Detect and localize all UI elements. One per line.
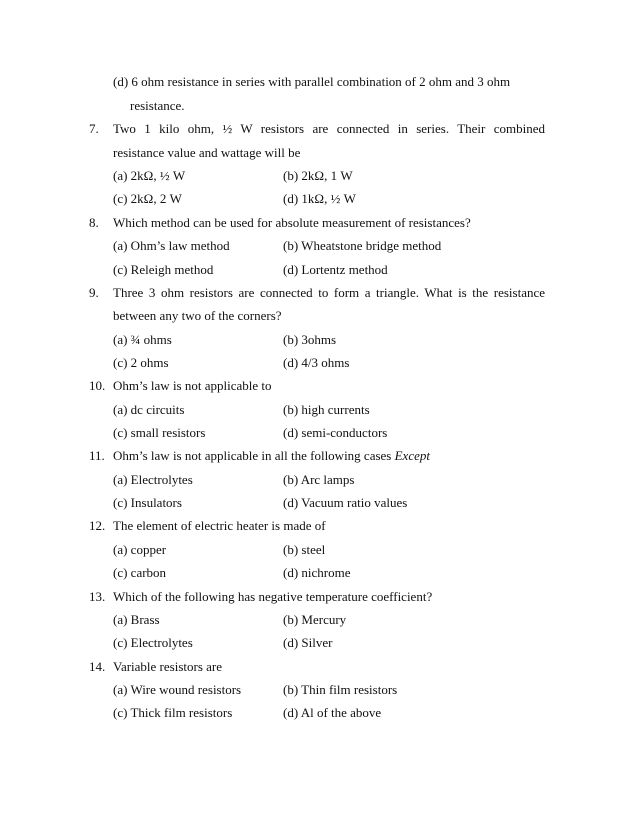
option-c: (c) 2kΩ, 2 W xyxy=(113,191,182,206)
option-a: (a) 2kΩ, ½ W xyxy=(113,168,186,183)
question-text-main: Ohm’s law is not applicable in all the following cases xyxy=(113,448,392,463)
option-a: (a) Brass xyxy=(113,612,160,627)
option-a: (a) copper xyxy=(113,542,167,557)
option-d: (d) Vacuum ratio values xyxy=(283,495,408,510)
question-text: Variable resistors are xyxy=(113,659,223,674)
option-c: (c) 2 ohms xyxy=(113,355,169,370)
option-c: (c) Insulators xyxy=(113,495,182,510)
question-text: Three 3 ohm resistors are connected to form a triangle. What is the resistance xyxy=(113,285,545,300)
option-b: (b) Arc lamps xyxy=(283,472,355,487)
option-b: (b) high currents xyxy=(283,402,370,417)
question-text xyxy=(113,448,430,464)
question-number: 12. xyxy=(89,518,106,533)
option-text: (d) 6 ohm resistance in series with parallel combination of 2 ohm and 3 ohm xyxy=(113,74,511,89)
question-text-continuation: between any two of the corners? xyxy=(113,308,282,323)
question-number: 8. xyxy=(89,215,99,230)
option-c: (c) carbon xyxy=(113,565,167,580)
option-c: (c) Thick film resistors xyxy=(113,705,233,720)
question-number: 10. xyxy=(89,378,106,393)
option-d: (d) nichrome xyxy=(283,565,351,580)
question-number: 9. xyxy=(89,285,99,300)
question-number: 13. xyxy=(89,589,106,604)
option-a: (a) Electrolytes xyxy=(113,472,193,487)
option-d: (d) semi-conductors xyxy=(283,425,388,440)
option-c: (c) Releigh method xyxy=(113,262,214,277)
option-d: (d) Lortentz method xyxy=(283,262,388,277)
option-text-continuation: resistance. xyxy=(130,98,185,113)
option-d: (d) 1kΩ, ½ W xyxy=(283,191,356,206)
question-text: Ohm’s law is not applicable to xyxy=(113,378,272,393)
option-b: (b) 2kΩ, 1 W xyxy=(283,168,353,183)
option-b: (b) 3ohms xyxy=(283,332,337,347)
question-text-emphasis: Except xyxy=(394,448,430,463)
question-text: Which of the following has negative temperature coefficient? xyxy=(113,589,433,604)
option-c: (c) small resistors xyxy=(113,425,206,440)
option-b: (b) steel xyxy=(283,542,326,557)
option-d: (d) 4/3 ohms xyxy=(283,355,350,370)
question-number: 7. xyxy=(89,121,99,136)
question-text: Which method can be used for absolute measurement of resistances? xyxy=(113,215,471,230)
option-c: (c) Electrolytes xyxy=(113,635,193,650)
option-b: (b) Wheatstone bridge method xyxy=(283,238,442,253)
question-number: 11. xyxy=(89,448,105,463)
option-a: (a) Ohm’s law method xyxy=(113,238,230,253)
question-number: 14. xyxy=(89,659,106,674)
question-text-continuation: resistance value and wattage will be xyxy=(113,145,301,160)
question-text: Two 1 kilo ohm, ½ W resistors are connected in series. Their combined xyxy=(113,121,545,136)
option-a: (a) Wire wound resistors xyxy=(113,682,242,697)
question-text: The element of electric heater is made of xyxy=(113,518,326,533)
option-d: (d) Silver xyxy=(283,635,333,650)
option-a: (a) dc circuits xyxy=(113,402,185,417)
option-b: (b) Thin film resistors xyxy=(283,682,398,697)
option-a: (a) ¾ ohms xyxy=(113,332,172,347)
option-d: (d) Al of the above xyxy=(283,705,382,720)
option-b: (b) Mercury xyxy=(283,612,347,627)
